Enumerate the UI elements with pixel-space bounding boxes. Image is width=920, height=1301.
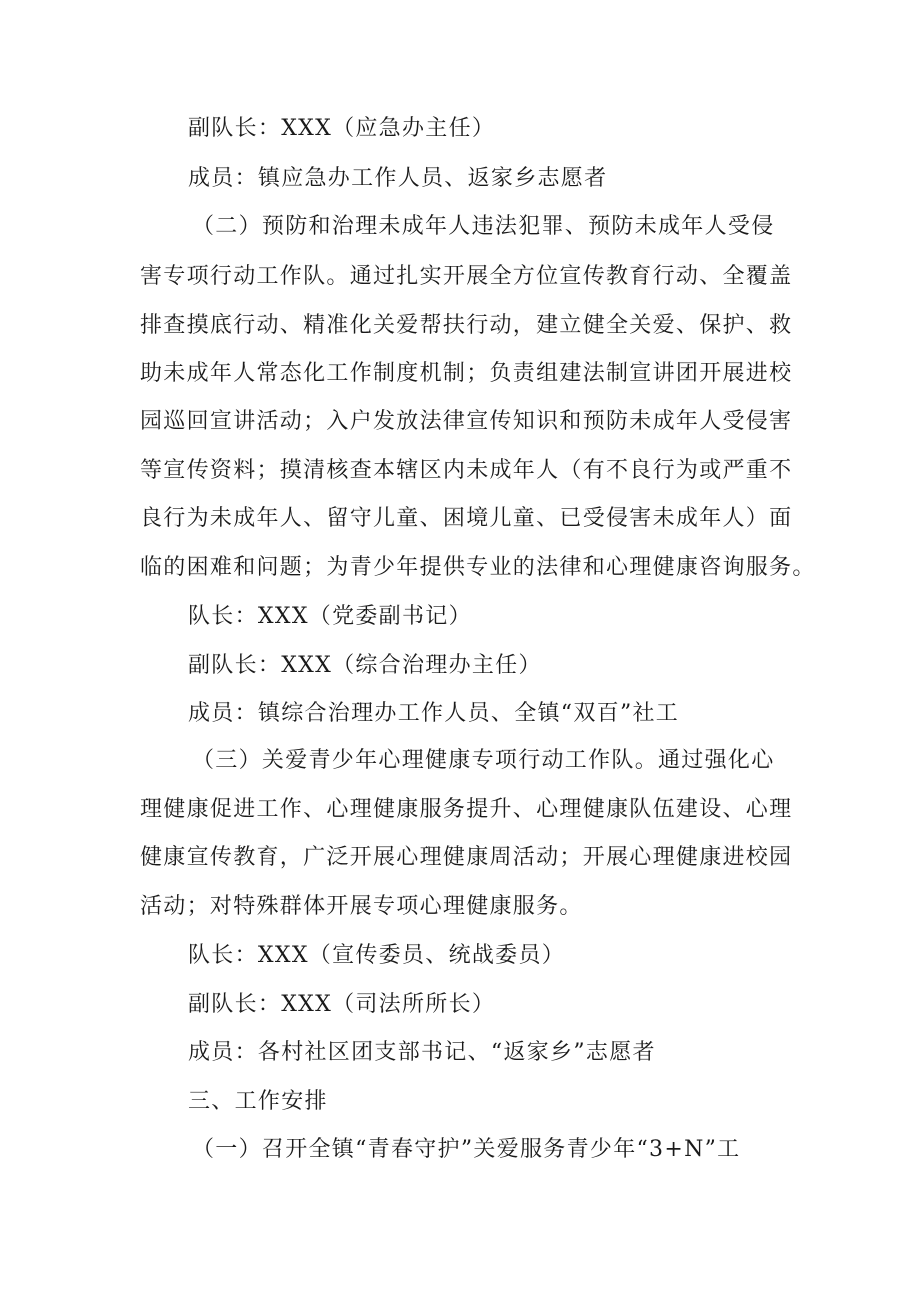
team3-leader: 队长：XXX（宣传委员、统战委员） (188, 943, 566, 968)
team3-paragraph-line: 健康宣传教育，广泛开展心理健康周活动；开展心理健康进校园 (140, 845, 793, 870)
section-heading: 三、工作安排 (188, 1089, 328, 1114)
section-first-line: （一）召开全镇“青春守护”关爱服务青少年“3+N”工 (192, 1137, 741, 1162)
team2-paragraph-line: 良行为未成年人、留守儿童、困境儿童、已受侵害未成年人）面 (140, 506, 793, 531)
team3-paragraph-line: 理健康促进工作、心理健康服务提升、心理健康队伍建设、心理 (140, 797, 793, 822)
team2-paragraph-line: 园巡回宣讲活动；入户发放法律宣传知识和预防未成年人受侵害 (140, 409, 793, 434)
team3-paragraph-line: （三）关爱青少年心理健康专项行动工作队。通过强化心 (192, 748, 775, 773)
team2-paragraph-line: 助未成年人常态化工作制度机制；负责组建法制宣讲团开展进校 (140, 361, 793, 386)
team3-deputy-leader: 副队长：XXX（司法所所长） (188, 992, 496, 1017)
team2-paragraph-line: （二）预防和治理未成年人违法犯罪、预防未成年人受侵 (192, 214, 775, 239)
team2-paragraph-line: 等宣传资料；摸清核查本辖区内未成年人（有不良行为或严重不 (140, 458, 793, 483)
team2-paragraph-line: 排查摸底行动、精准化关爱帮扶行动，建立健全关爱、保护、救 (140, 313, 793, 338)
team2-leader: 队长：XXX（党委副书记） (188, 604, 472, 629)
team3-paragraph-line: 活动；对特殊群体开展专项心理健康服务。 (140, 894, 583, 919)
team3-members: 成员：各村社区团支部书记、“返家乡”志愿者 (188, 1040, 656, 1065)
team1-members: 成员：镇应急办工作人员、返家乡志愿者 (188, 166, 608, 191)
team2-paragraph-line: 害专项行动工作队。通过扎实开展全方位宣传教育行动、全覆盖 (140, 264, 793, 289)
team2-members: 成员：镇综合治理办工作人员、全镇“双百”社工 (188, 701, 680, 726)
team2-deputy-leader: 副队长：XXX（综合治理办主任） (188, 653, 542, 678)
team1-deputy-leader: 副队长：XXX（应急办主任） (188, 116, 496, 141)
team2-paragraph-line: 临的困难和问题；为青少年提供专业的法律和心理健康咨询服务。 (140, 555, 816, 580)
